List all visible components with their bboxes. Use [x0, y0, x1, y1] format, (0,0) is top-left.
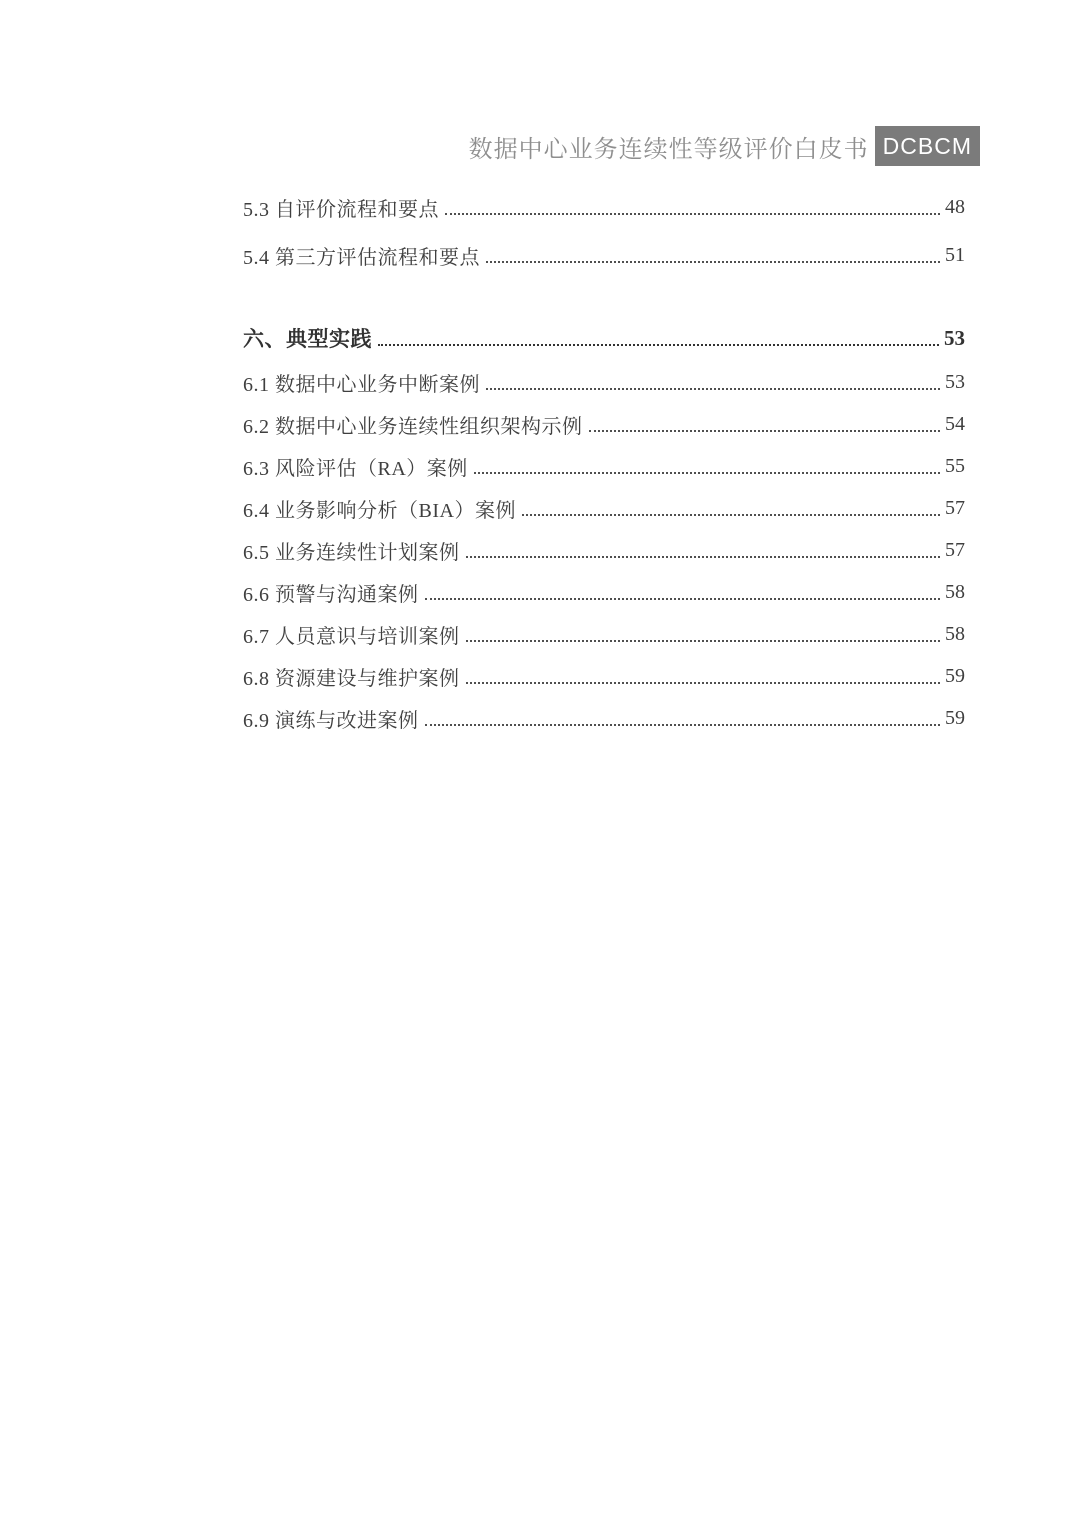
- toc-entry-label: 六、典型实践: [243, 327, 372, 351]
- toc-entry[interactable]: [243, 655, 965, 697]
- dotted-leader: [522, 514, 940, 516]
- dotted-leader: [445, 213, 940, 215]
- toc-entry-label: 6.8 资源建设与维护案例: [243, 667, 460, 690]
- toc-entry-page: 53: [945, 370, 965, 393]
- toc-entry-label: 6.3 风险评估（RA）案例: [243, 457, 468, 480]
- toc-entry-page: 57: [945, 538, 965, 561]
- dotted-leader: [378, 344, 939, 346]
- toc-entry-page: 54: [945, 412, 965, 435]
- toc-entry[interactable]: [243, 361, 965, 403]
- dotted-leader: [474, 472, 940, 474]
- toc-entry-page: 57: [945, 496, 965, 519]
- dcbcm-badge: DCBCM: [875, 126, 980, 166]
- toc-entry[interactable]: [243, 571, 965, 613]
- toc-entry[interactable]: [243, 315, 965, 361]
- toc-entry[interactable]: [243, 183, 965, 231]
- dotted-leader: [425, 724, 941, 726]
- toc-entry-label: 6.4 业务影响分析（BIA）案例: [243, 499, 516, 522]
- dotted-leader: [486, 388, 940, 390]
- toc-entry-page: 48: [945, 195, 965, 218]
- dotted-leader: [466, 682, 941, 684]
- toc-entry-label: 6.5 业务连续性计划案例: [243, 541, 460, 564]
- toc-entry-page: 59: [945, 664, 965, 687]
- toc-entry-page: 53: [944, 325, 965, 350]
- toc-entry[interactable]: [243, 487, 965, 529]
- toc-entry-label: 6.1 数据中心业务中断案例: [243, 373, 480, 396]
- document-title: 数据中心业务连续性等级评价白皮书: [468, 135, 869, 163]
- dotted-leader: [466, 556, 941, 558]
- toc-entry-label: 6.2 数据中心业务连续性组织架构示例: [243, 415, 583, 438]
- table-of-contents: [243, 183, 965, 739]
- toc-entry-label: 6.9 演练与改进案例: [243, 709, 419, 732]
- dotted-leader: [466, 640, 941, 642]
- toc-entry-label: 6.7 人员意识与培训案例: [243, 625, 460, 648]
- toc-entry[interactable]: [243, 529, 965, 571]
- toc-entry[interactable]: [243, 403, 965, 445]
- page-header: [469, 126, 980, 166]
- toc-entry-page: 51: [945, 243, 965, 266]
- dotted-leader: [589, 430, 941, 432]
- toc-entry[interactable]: [243, 445, 965, 487]
- toc-entry[interactable]: [243, 613, 965, 655]
- toc-entry-page: 58: [945, 622, 965, 645]
- toc-entry-label: 5.4 第三方评估流程和要点: [243, 246, 480, 269]
- toc-entry[interactable]: [243, 231, 965, 279]
- toc-entry-label: 6.6 预警与沟通案例: [243, 583, 419, 606]
- toc-entry-page: 59: [945, 706, 965, 729]
- dotted-leader: [425, 598, 941, 600]
- toc-entry-page: 55: [945, 454, 965, 477]
- dotted-leader: [486, 261, 940, 263]
- toc-entry-label: 5.3 自评价流程和要点: [243, 198, 439, 221]
- toc-entry[interactable]: [243, 697, 965, 739]
- toc-entry-page: 58: [945, 580, 965, 603]
